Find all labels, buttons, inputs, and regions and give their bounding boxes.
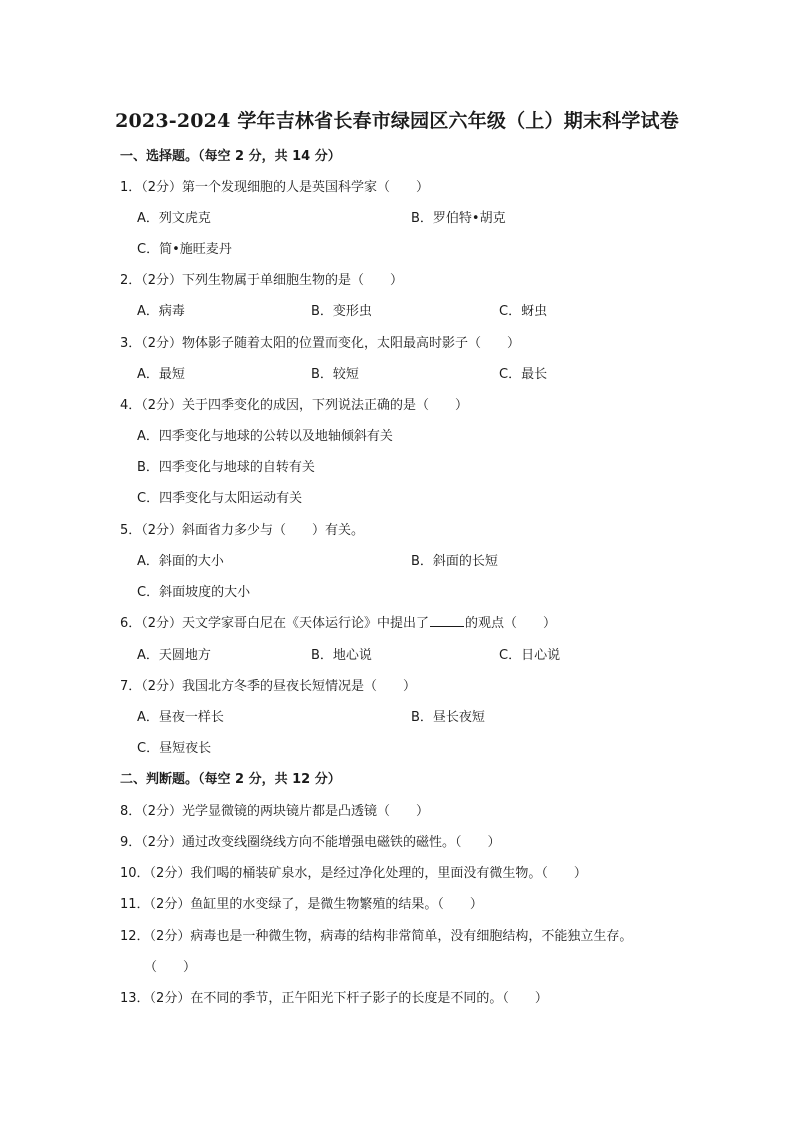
q2-option-c[interactable]: C．蚜虫 [499, 304, 548, 319]
question-8: 8．（2分）光学显微镜的两块镜片都是凸透镜（ ） [120, 804, 430, 819]
question-11: 11．（2分）鱼缸里的水变绿了，是微生物繁殖的结果。（ ） [120, 897, 483, 912]
question-6-text-before: 6．（2分）天文学家哥白尼在《天体运行论》中提出了 [120, 616, 430, 631]
question-2: 2．（2分）下列生物属于单细胞生物的是（ ） [120, 273, 404, 288]
q5-option-a[interactable]: A．斜面的大小 [137, 554, 224, 569]
question-1: 1．（2分）第一个发现细胞的人是英国科学家（ ） [120, 180, 430, 195]
q4-option-a[interactable]: A．四季变化与地球的公转以及地轴倾斜有关 [137, 429, 393, 444]
section-heading-choice: 一、选择题。（每空 2 分，共 14 分） [120, 149, 341, 164]
q6-option-a[interactable]: A．天圆地方 [137, 648, 211, 663]
q5-option-b[interactable]: B．斜面的长短 [411, 554, 498, 569]
q1-option-b[interactable]: B．罗伯特•胡克 [411, 211, 506, 226]
q3-option-c[interactable]: C．最长 [499, 367, 548, 382]
q2-option-b[interactable]: B．变形虫 [311, 304, 372, 319]
question-3: 3．（2分）物体影子随着太阳的位置而变化，太阳最高时影子（ ） [120, 336, 521, 351]
question-4: 4．（2分）关于四季变化的成因，下列说法正确的是（ ） [120, 398, 469, 413]
q5-option-c[interactable]: C．斜面坡度的大小 [137, 585, 251, 600]
q1-option-a[interactable]: A．列文虎克 [137, 211, 211, 226]
question-12: 12．（2分）病毒也是一种微生物，病毒的结构非常简单，没有细胞结构，不能独立生存。 [120, 929, 633, 944]
q3-option-b[interactable]: B．较短 [311, 367, 359, 382]
q4-option-b[interactable]: B．四季变化与地球的自转有关 [137, 460, 315, 475]
question-6 [120, 612, 556, 631]
question-12-answer-brackets: （ ） [144, 960, 197, 975]
question-5: 5．（2分）斜面省力多少与（ ）有关。 [120, 523, 365, 538]
question-13: 13．（2分）在不同的季节，正午阳光下杆子影子的长度是不同的。（ ） [120, 991, 548, 1006]
question-6-text-after: 的观点（ ） [465, 616, 557, 631]
q2-option-a[interactable]: A．病毒 [137, 304, 185, 319]
q6-option-c[interactable]: C．日心说 [499, 648, 561, 663]
question-10: 10．（2分）我们喝的桶装矿泉水，是经过净化处理的，里面没有微生物。（ ） [120, 866, 587, 881]
q4-option-c[interactable]: C．四季变化与太阳运动有关 [137, 491, 303, 506]
q7-option-b[interactable]: B．昼长夜短 [411, 710, 485, 725]
q6-option-b[interactable]: B．地心说 [311, 648, 372, 663]
question-7: 7．（2分）我国北方冬季的昼夜长短情况是（ ） [120, 679, 417, 694]
page-title: 2023-2024 学年吉林省长春市绿园区六年级（上）期末科学试卷 [115, 110, 679, 132]
q3-option-a[interactable]: A．最短 [137, 367, 185, 382]
section-heading-judgment: 二、判断题。（每空 2 分，共 12 分） [120, 772, 341, 787]
q7-option-a[interactable]: A．昼夜一样长 [137, 710, 224, 725]
q1-option-c[interactable]: C．简•施旺麦丹 [137, 242, 232, 257]
q7-option-c[interactable]: C．昼短夜长 [137, 741, 212, 756]
fill-blank-line[interactable] [430, 616, 464, 627]
question-9: 9．（2分）通过改变线圈绕线方向不能增强电磁铁的磁性。（ ） [120, 835, 501, 850]
